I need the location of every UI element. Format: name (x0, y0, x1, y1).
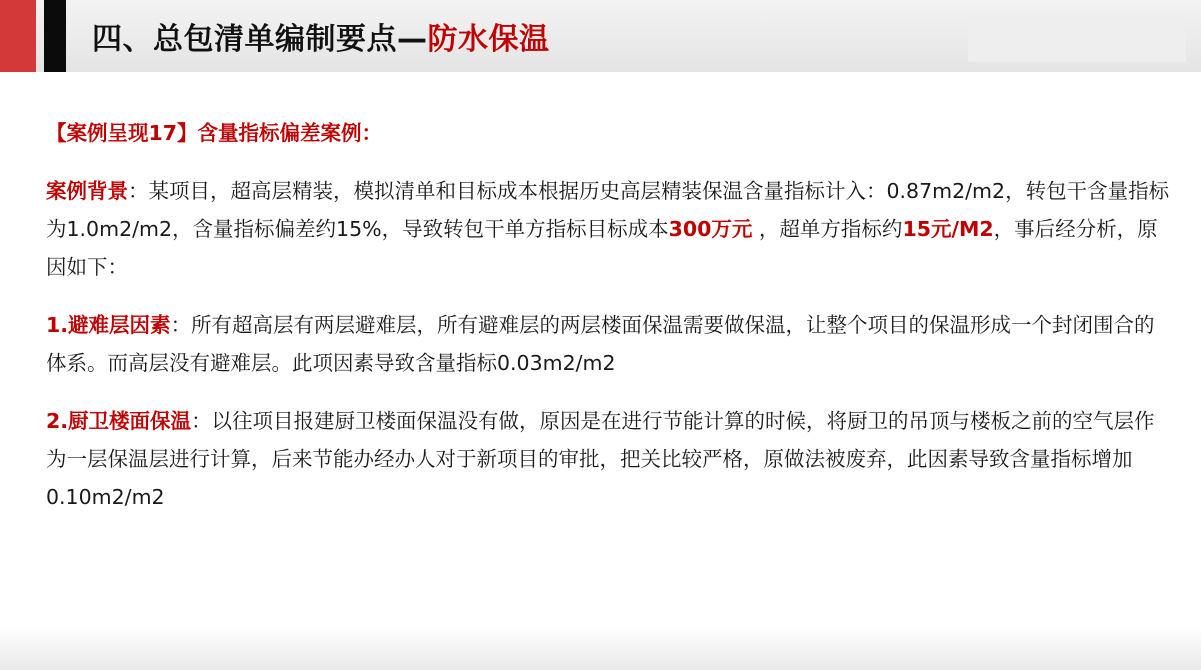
header-black-accent (44, 0, 66, 72)
case-background-unit-amount: 15元/M2 (902, 217, 994, 241)
slide-content (46, 114, 1174, 536)
factor-2-text: ：以往项目报建厨卫楼面保温没有做，原因是在进行节能计算的时候，将厨卫的吊顶与楼板之前的空气层作为一层保温层进行计算，后来节能办经办人对于新项目的审批，把关比较严格，原做法被废弃，此因素导致含量指标增加0.10m2/m2 (46, 409, 1155, 509)
header-decor-box (968, 16, 1186, 62)
factor-2-label: 2.厨卫楼面保温 (46, 409, 192, 433)
case-background-paragraph (46, 172, 1174, 286)
slide-title-highlight: 防水保温 (427, 22, 550, 57)
header-red-accent (0, 0, 36, 72)
case-background-text-3: ，事后经分析，原因如下： (46, 217, 1158, 279)
case-title: 【案例呈现17】含量指标偏差案例： (46, 121, 383, 145)
slide-title (92, 14, 550, 58)
case-background-text-1: ：某项目，超高层精装，模拟清单和目标成本根据历史高层精装保温含量指标计入：0.87m2/m2，转包干含量指标为1.0m2/m2，含量指标偏差约15%，导致转包干单方指标目标成本 (46, 179, 1170, 241)
factor-1-text: ：所有超高层有两层避难层，所有避难层的两层楼面保温需要做保温，让整个项目的保温形成一个封闭围合的体系。而高层没有避难层。此项因素导致含量指标0.03m2/m2 (46, 313, 1155, 375)
factor-1-paragraph (46, 306, 1174, 382)
case-background-text-2: ，超单方指标约 (752, 217, 903, 241)
case-background-label: 案例背景 (46, 179, 128, 203)
case-background-amount: 300万元 (668, 217, 753, 241)
factor-1-label: 1.避难层因素 (46, 313, 171, 337)
footer-bar (0, 626, 1201, 670)
slide-title-main: 四、总包清单编制要点— (92, 22, 428, 57)
factor-2-paragraph (46, 402, 1174, 516)
